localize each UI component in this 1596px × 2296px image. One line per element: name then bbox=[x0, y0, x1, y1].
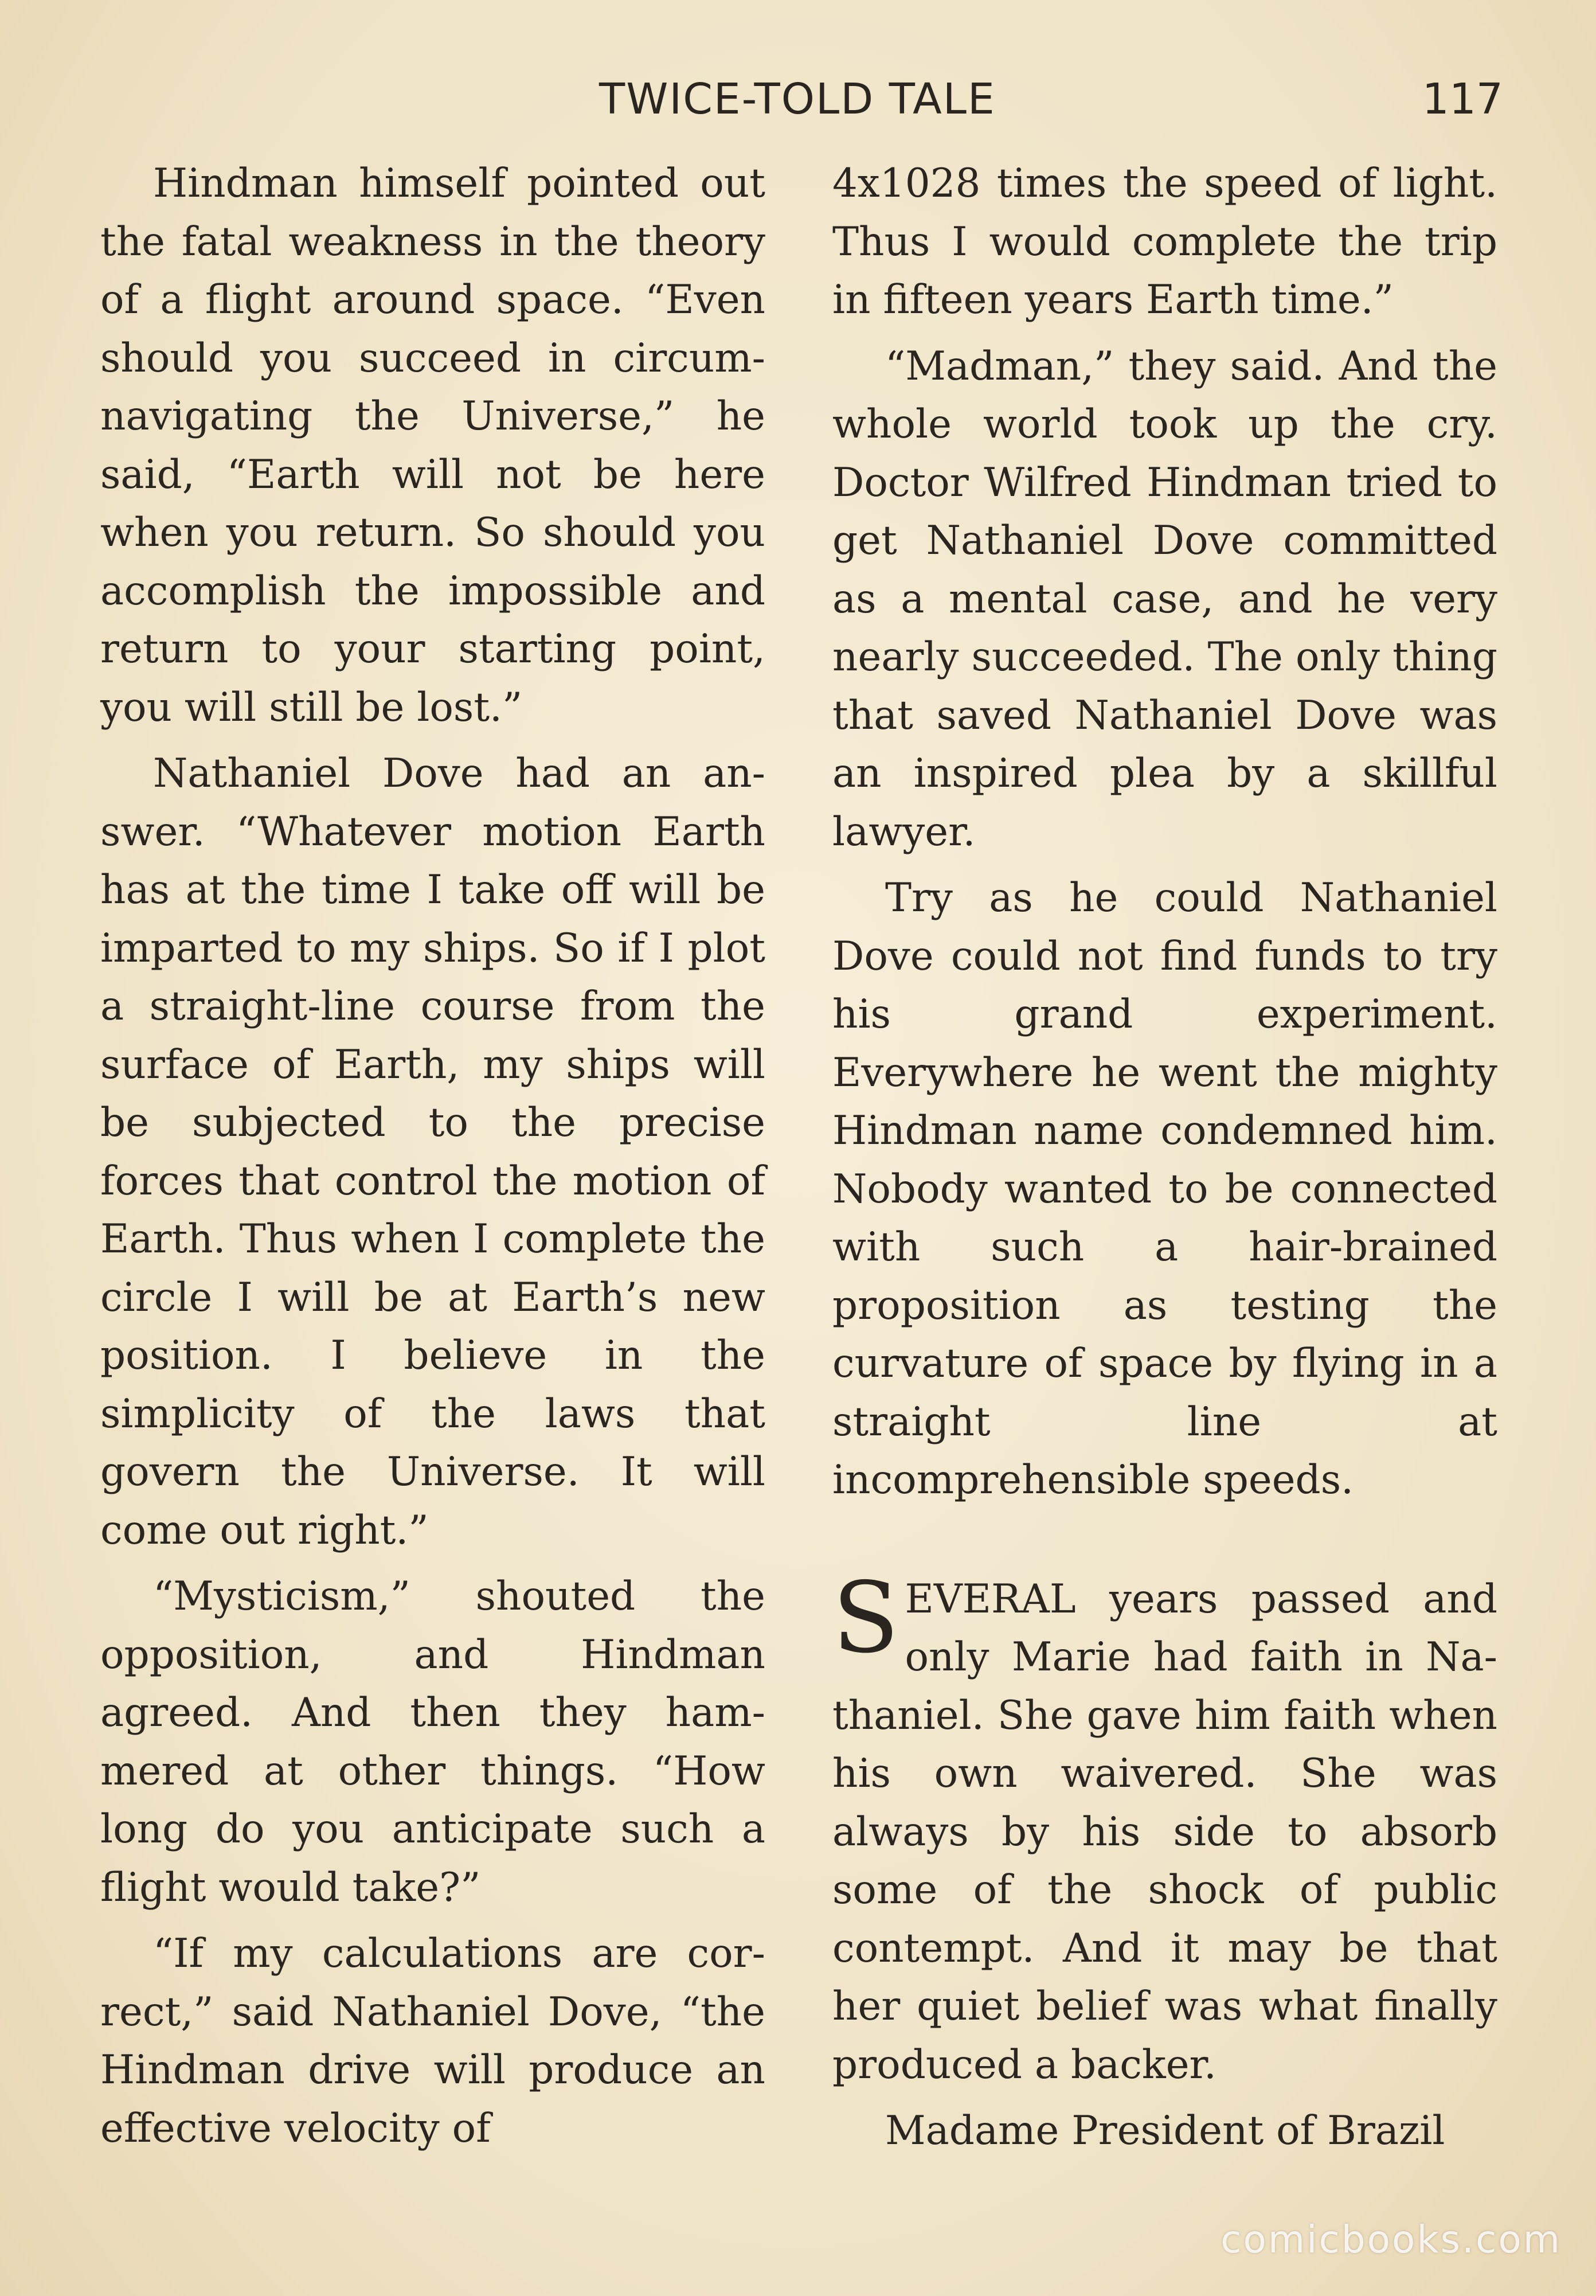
section-opening-text: EVERAL years passed and only Marie had faith in Nathaniel. She gave him faith when his own waivered. She was always by his side to absorb some of the shock of public contempt. And it may be that her quiet belief was what finally produced a backer. bbox=[832, 1576, 1497, 2088]
paragraph: Hindman himself pointed out the fatal weakness in the theory of a flight around space. “Even should you succeed in circum-navigating the Universe,” he said, “Earth will not be here when you return. So should you accomplish the impossible and return to your starting point, you will still be lost.” bbox=[100, 161, 765, 731]
section-opening-paragraph bbox=[832, 1561, 1497, 2095]
paragraph: “Madman,” they said. And the whole world took up the cry. Doctor Wilfred Hindman tried to get Nathaniel Dove committed as a mental case, and he very nearly succeeded. The only thing that saved Nathaniel Dove was an inspired plea by a skillful lawyer. bbox=[832, 343, 1497, 855]
paragraph-continuation: 4x1028 times the speed of light. Thus I would complete the trip in fifteen years Earth time.” bbox=[832, 161, 1497, 323]
paragraph: Nathaniel Dove had an answer. “Whatever motion Earth has at the time I take off will be imparted to my ships. So if I plot a straight-line course from the surface of Earth, my ships will be subjected to the precise forces that control the motion of Earth. Thus when I complete the circle I will be at Earth’s new position. I believe in the simplicity of the laws that govern the Universe. It will come out right.” bbox=[100, 751, 765, 1553]
paragraph: Madame President of Brazil bbox=[885, 2108, 1445, 2154]
drop-cap: S bbox=[832, 1561, 899, 1675]
page-header bbox=[0, 75, 1596, 138]
page-number: 117 bbox=[1422, 75, 1503, 124]
paragraph: Try as he could Nathaniel Dove could not find funds to try his grand experiment. Everywhere he went the mighty Hindman name condemned him. Nobody wanted to be connected with such a hair-brained proposition as testing the curvature of space by flying in a straight line at incomprehensible speeds. bbox=[832, 875, 1497, 1503]
right-column bbox=[832, 155, 1497, 2169]
left-column bbox=[100, 155, 765, 2166]
paragraph: “Mysticism,” shouted the opposition, and Hindman agreed. And then they hammered at other things. “How long do you anticipate such a flight would take?” bbox=[100, 1573, 765, 1911]
site-watermark: comicbooks.com bbox=[1221, 2217, 1562, 2262]
section-break bbox=[832, 1518, 1497, 1571]
running-title: TWICE-TOLD TALE bbox=[599, 75, 996, 124]
paragraph: “If my calculations are correct,” said Nathaniel Dove, “the Hindman drive will produce an effective velocity of bbox=[100, 1931, 765, 2151]
